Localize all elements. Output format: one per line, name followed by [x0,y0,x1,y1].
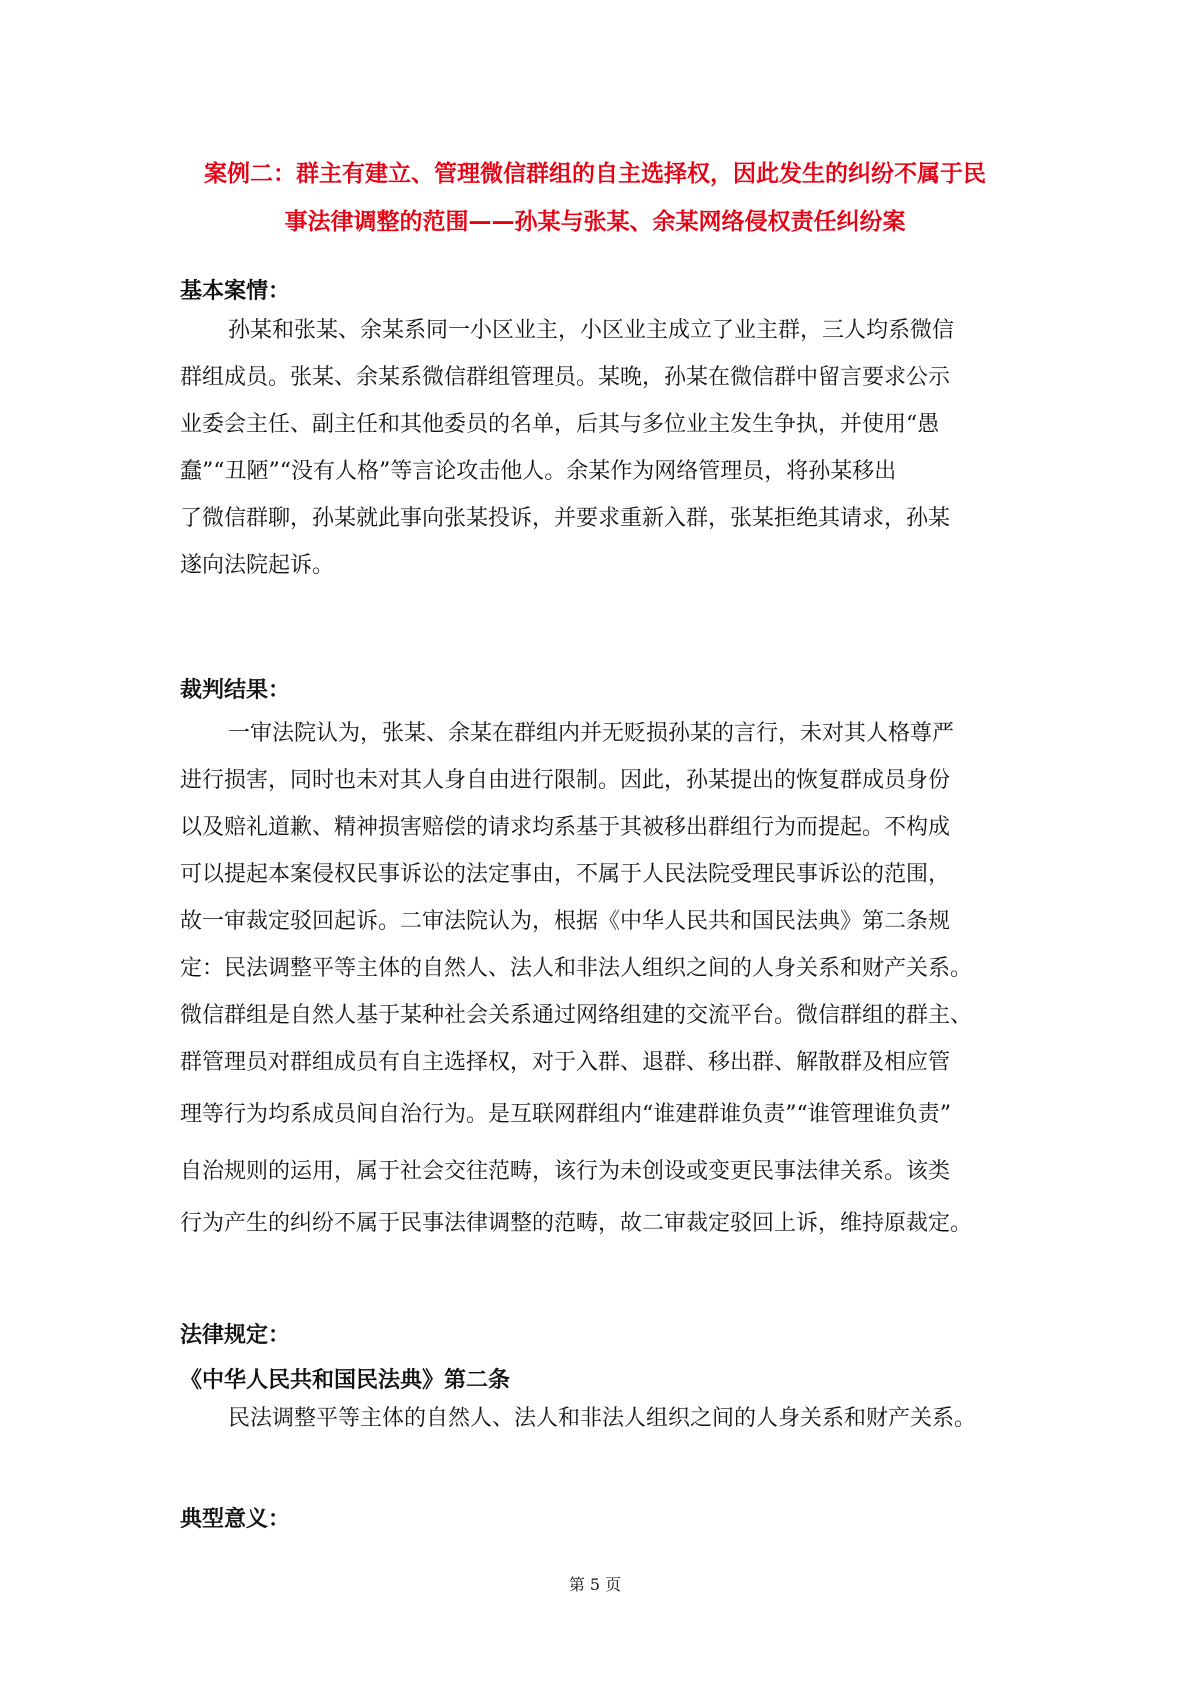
paragraph-line: 进行损害，同时也未对其人身自由进行限制。因此，孙某提出的恢复群成员身份 [180,768,951,793]
judgment-paragraph [180,710,1020,1247]
case-title-line-1: 案例二：群主有建立、管理微信群组的自主选择权，因此发生的纠纷不属于民 [204,161,986,187]
case-title-line-2: 事法律调整的范围——孙某与张某、余某网络侵权责任纠纷案 [284,209,906,235]
paragraph-line: 理等行为均系成员间自治行为。是互联网群组内“谁建群谁负责”“谁管理谁负责” [180,1102,951,1127]
basic-facts-paragraph [180,307,1020,589]
paragraph-line: 了微信群聊，孙某就此事向张某投诉，并要求重新入群，张某拒绝其请求，孙某 [180,506,951,531]
paragraph-line: 行为产生的纠纷不属于民事法律调整的范畴，故二审裁定驳回上诉，维持原裁定。 [180,1211,973,1236]
paragraph-line: 孙某和张某、余某系同一小区业主，小区业主成立了业主群，三人均系微信 [228,318,955,343]
paragraph-line: 业委会主任、副主任和其他委员的名单，后其与多位业主发生争执，并使用“愚 [180,412,940,437]
paragraph-line: 遂向法院起诉。 [180,553,335,578]
page-number: 第 5 页 [568,1575,622,1594]
paragraph-line: 微信群组是自然人基于某种社会关系通过网络组建的交流平台。微信群组的群主、 [180,1003,973,1028]
legal-provisions-heading: 法律规定： [180,1323,291,1348]
basic-facts-heading: 基本案情： [180,279,291,304]
paragraph-line: 故一审裁定驳回起诉。二审法院认为，根据《中华人民共和国民法典》第二条规 [180,909,951,934]
paragraph-line: 民法调整平等主体的自然人、法人和非法人组织之间的人身关系和财产关系。 [228,1406,977,1431]
significance-heading: 典型意义： [180,1507,291,1532]
paragraph-line: 可以提起本案侵权民事诉讼的法定事由，不属于人民法院受理民事诉讼的范围， [180,862,951,887]
paragraph-line: 以及赔礼道歉、精神损害赔偿的请求均系基于其被移出群组行为而提起。不构成 [180,815,951,840]
paragraph-line: 群管理员对群组成员有自主选择权，对于入群、退群、移出群、解散群及相应管 [180,1050,951,1075]
judgment-heading: 裁判结果： [180,678,291,703]
paragraph-line: 自治规则的运用，属于社会交往范畴，该行为未创设或变更民事法律关系。该类 [180,1159,951,1184]
paragraph-line: 蠢”“丑陋”“没有人格”等言论攻击他人。余某作为网络管理员，将孙某移出 [180,459,897,484]
article-title: 《中华人民共和国民法典》第二条 [180,1368,511,1393]
article-paragraph [180,1395,1020,1442]
paragraph-line: 定：民法调整平等主体的自然人、法人和非法人组织之间的人身关系和财产关系。 [180,956,973,981]
paragraph-line: 群组成员。张某、余某系微信群组管理员。某晚，孙某在微信群中留言要求公示 [180,365,951,390]
case-title [150,150,1040,246]
paragraph-line: 一审法院认为，张某、余某在群组内并无贬损孙某的言行，未对其人格尊严 [228,721,955,746]
